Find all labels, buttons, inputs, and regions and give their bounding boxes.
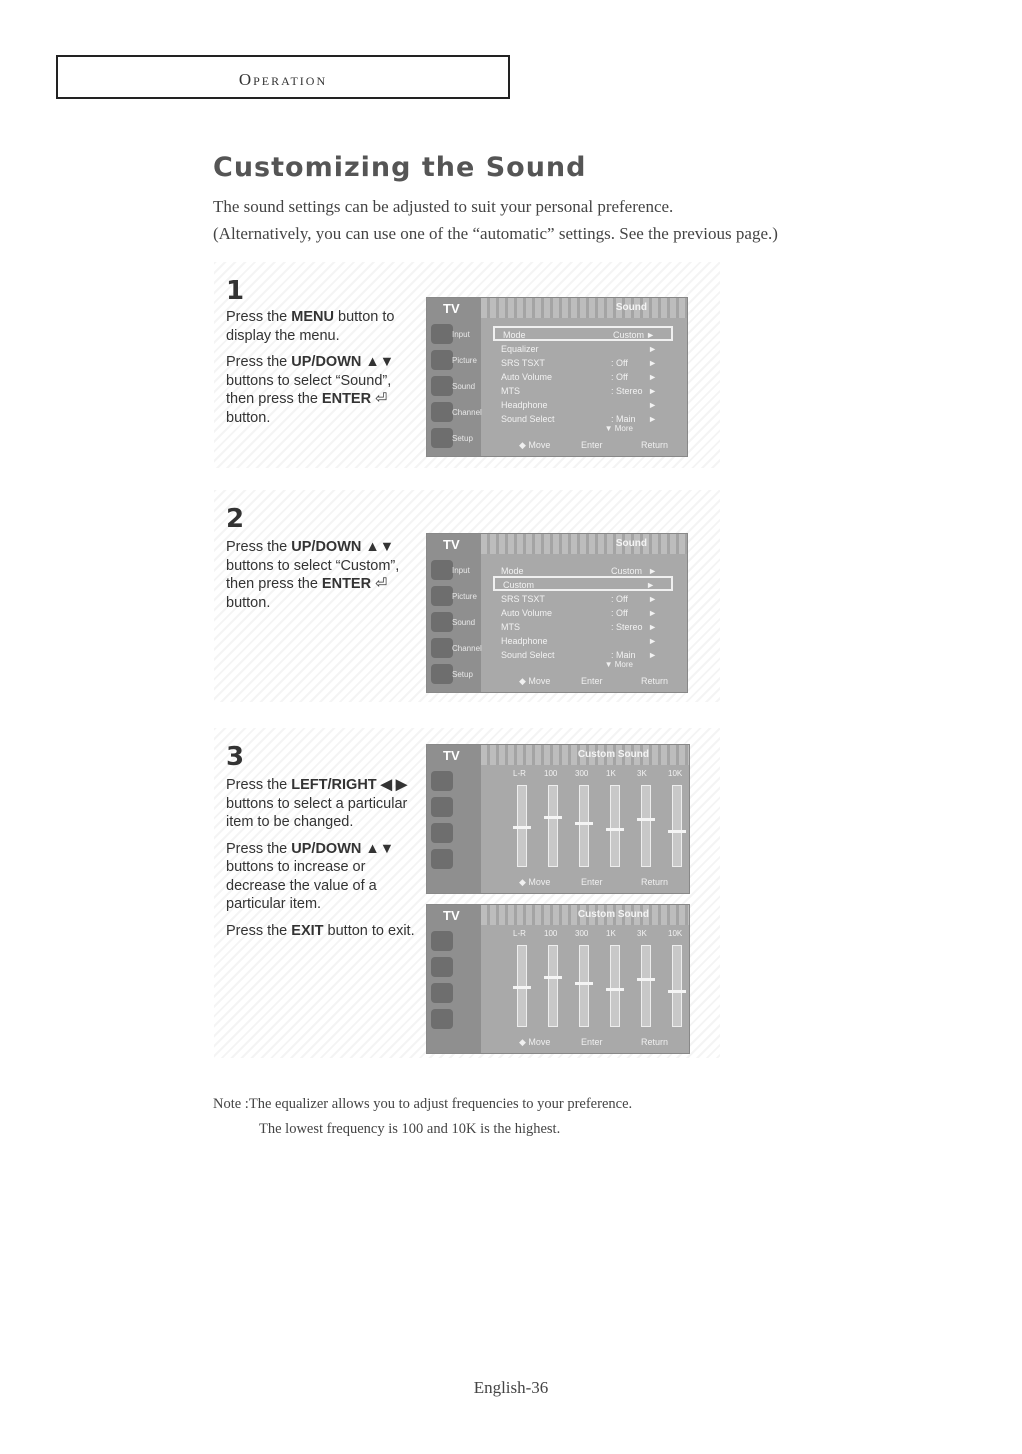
eq-band-knob[interactable] <box>544 816 562 819</box>
osd-row-mode: Mode Custom ► <box>501 566 657 576</box>
enter-icon: ⏎ <box>375 391 388 407</box>
eq-band-label: L-R <box>513 929 526 938</box>
osd-sidebar: TV <box>427 905 481 1053</box>
eq-band-knob[interactable] <box>606 828 624 831</box>
picture-icon <box>431 586 453 606</box>
picture-icon <box>431 957 453 977</box>
input-icon <box>431 560 453 580</box>
step-2-panel <box>214 490 720 702</box>
osd-sidebar: TV Input Picture Sound Channel Setup <box>427 534 481 692</box>
eq-band-label: 100 <box>544 769 558 778</box>
note-line-2: The lowest frequency is 100 and 10K is the highest. <box>259 1121 561 1137</box>
step-number: 3 <box>226 742 245 772</box>
osd-row: Headphone ► <box>501 636 657 646</box>
eq-band-label: 3K <box>637 929 647 938</box>
osd-sidebar: TV <box>427 745 481 893</box>
osd-footer: ◆ Move Enter Return <box>519 1037 669 1047</box>
eq-band-label: 1K <box>606 929 616 938</box>
eq-band-slider[interactable] <box>641 945 651 1027</box>
osd-sound-menu <box>426 297 688 457</box>
eq-band-label: 300 <box>575 769 589 778</box>
eq-band-slider[interactable] <box>579 785 589 867</box>
osd-sound-menu-custom <box>426 533 688 693</box>
instruction: Press the UP/DOWN ▲▼ buttons to increase or decrease the value of a particular item. <box>226 840 395 912</box>
osd-title-bar: Sound <box>481 534 687 554</box>
section-header <box>56 55 510 99</box>
eq-band-slider[interactable] <box>672 785 682 867</box>
eq-band-slider[interactable] <box>641 785 651 867</box>
eq-band-knob[interactable] <box>513 986 531 989</box>
osd-footer: ◆ Move Enter Return <box>519 440 669 450</box>
instruction: Press the UP/DOWN ▲▼ buttons to select “Custom”, then press the ENTER ⏎ button. <box>226 539 400 611</box>
eq-band-label: L-R <box>513 769 526 778</box>
eq-band-slider[interactable] <box>548 945 558 1027</box>
eq-band-knob[interactable] <box>575 822 593 825</box>
input-icon <box>431 931 453 951</box>
osd-title-bar: Custom Sound <box>481 745 689 765</box>
eq-band-label: 10K <box>668 929 683 938</box>
osd-row: Sound Select : Main ► <box>501 414 657 424</box>
eq-band-knob[interactable] <box>668 990 686 993</box>
more-indicator: ▼ More <box>604 660 633 669</box>
input-icon <box>431 771 453 791</box>
eq-band-slider[interactable] <box>579 945 589 1027</box>
picture-icon <box>431 350 453 370</box>
sound-icon <box>431 983 453 1003</box>
osd-custom-sound-2 <box>426 904 690 1054</box>
eq-band-slider[interactable] <box>672 945 682 1027</box>
eq-band-knob[interactable] <box>637 818 655 821</box>
eq-band-knob[interactable] <box>637 978 655 981</box>
step-number: 2 <box>226 504 245 534</box>
step-instructions <box>226 776 421 948</box>
eq-band-label: 3K <box>637 769 647 778</box>
step-1-panel <box>214 262 720 468</box>
osd-row: Auto Volume : Off ► <box>501 372 657 382</box>
osd-row-mode: Mode Custom ► <box>493 326 673 341</box>
eq-band-label: 100 <box>544 929 558 938</box>
osd-row: SRS TSXT : Off ► <box>501 358 657 368</box>
osd-sidebar: TV Input Picture Sound Channel Setup <box>427 298 481 456</box>
step-instructions <box>226 308 421 435</box>
more-indicator: ▼ More <box>604 424 633 433</box>
eq-band-knob[interactable] <box>575 982 593 985</box>
channel-icon <box>431 402 453 422</box>
instruction: Press the LEFT/RIGHT ◀ ▶ buttons to select a particular item to be changed. <box>226 777 408 830</box>
eq-band-label: 300 <box>575 929 589 938</box>
eq-band-knob[interactable] <box>668 830 686 833</box>
osd-row: Equalizer ► <box>501 344 657 354</box>
osd-row: MTS : Stereo ► <box>501 622 657 632</box>
eq-band-label: 1K <box>606 769 616 778</box>
osd-custom-sound-1 <box>426 744 690 894</box>
eq-band-knob[interactable] <box>544 976 562 979</box>
eq-band-knob[interactable] <box>606 988 624 991</box>
instruction: Press the MENU button to display the menu. <box>226 309 395 344</box>
eq-band-slider[interactable] <box>610 945 620 1027</box>
intro-line-1: The sound settings can be adjusted to suit your personal preference. <box>213 197 674 216</box>
sound-icon <box>431 376 453 396</box>
step-3-panel <box>214 728 720 1058</box>
osd-row: MTS : Stereo ► <box>501 386 657 396</box>
eq-band-knob[interactable] <box>513 826 531 829</box>
section-label: Operation <box>238 70 328 89</box>
osd-footer: ◆ Move Enter Return <box>519 676 669 686</box>
osd-footer: ◆ Move Enter Return <box>519 877 669 887</box>
osd-row: Headphone ► <box>501 400 657 410</box>
eq-band-label: 10K <box>668 769 683 778</box>
osd-title-bar: Sound <box>481 298 687 318</box>
osd-title-bar: Custom Sound <box>481 905 689 925</box>
page-number: English-36 <box>473 1378 549 1397</box>
channel-icon <box>431 849 453 869</box>
osd-row: Auto Volume : Off ► <box>501 608 657 618</box>
osd-row: SRS TSXT : Off ► <box>501 594 657 604</box>
step-number: 1 <box>226 276 245 306</box>
osd-row-custom: Custom ► <box>493 576 673 591</box>
osd-row: Sound Select : Main ► <box>501 650 657 660</box>
intro-line-2: (Alternatively, you can use one of the “automatic” settings. See the previous page.) <box>213 224 778 243</box>
instruction: Press the EXIT button to exit. <box>226 922 415 939</box>
note-line-1: Note :The equalizer allows you to adjust frequencies to your preference. <box>213 1096 633 1112</box>
eq-band-slider[interactable] <box>517 785 527 867</box>
enter-icon: ⏎ <box>375 576 388 592</box>
setup-icon <box>431 664 453 684</box>
eq-band-slider[interactable] <box>610 785 620 867</box>
instruction: Press the UP/DOWN ▲▼ buttons to select “Sound”, then press the ENTER ⏎ button. <box>226 354 395 426</box>
eq-band-slider[interactable] <box>517 945 527 1027</box>
eq-band-slider[interactable] <box>548 785 558 867</box>
setup-icon <box>431 428 453 448</box>
page-title: Customizing the Sound <box>213 152 587 183</box>
step-instructions <box>226 538 421 620</box>
picture-icon <box>431 797 453 817</box>
channel-icon <box>431 638 453 658</box>
sound-icon <box>431 823 453 843</box>
input-icon <box>431 324 453 344</box>
sound-icon <box>431 612 453 632</box>
channel-icon <box>431 1009 453 1029</box>
